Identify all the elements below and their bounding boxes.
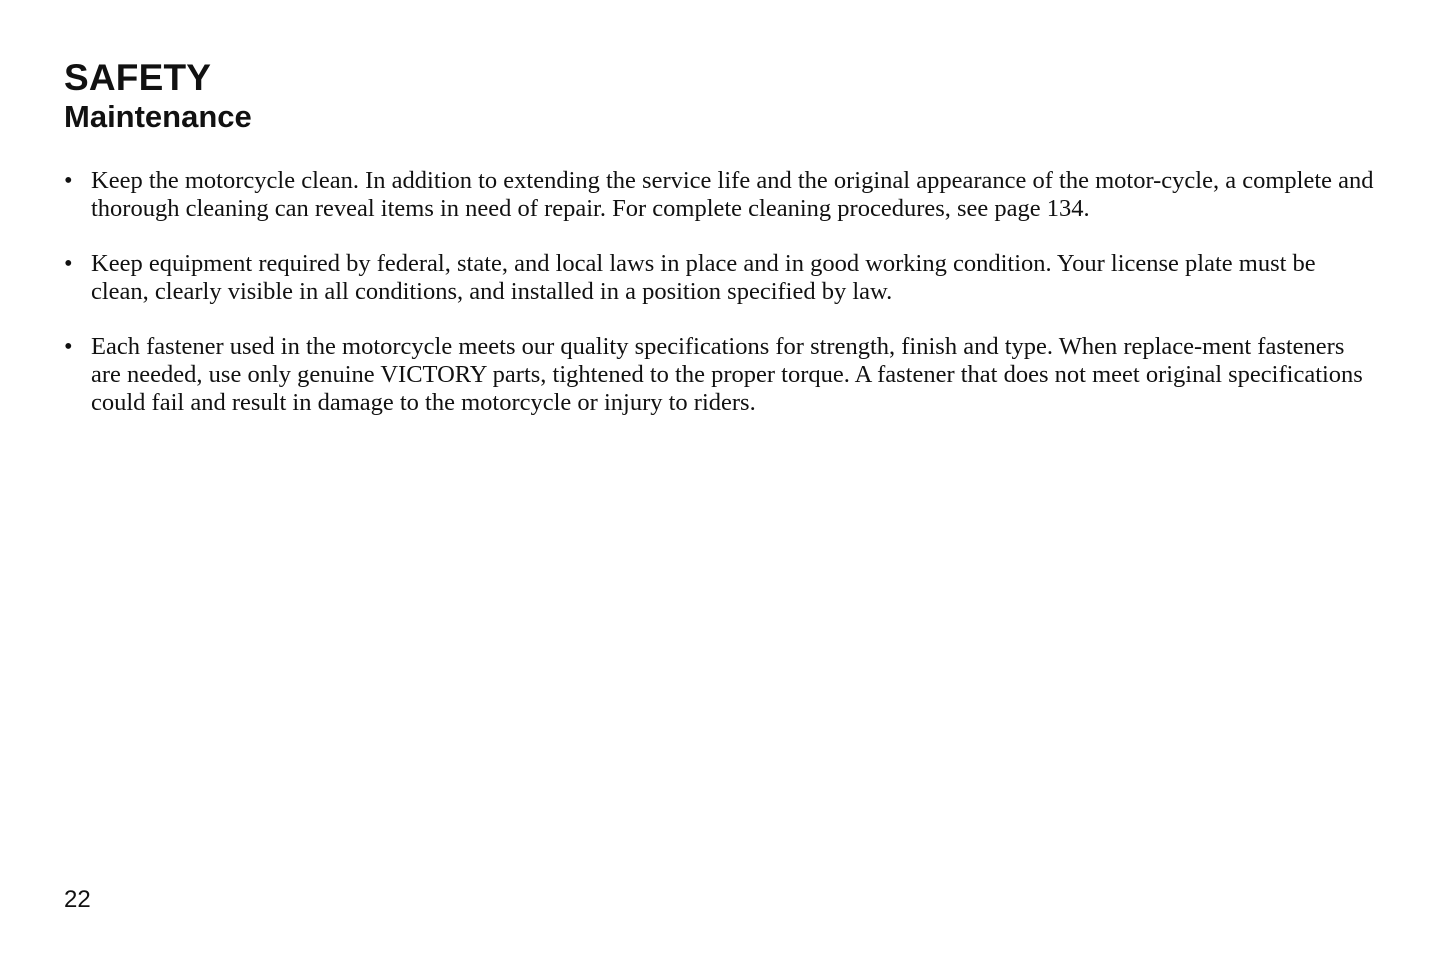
list-item	[64, 333, 1374, 417]
bullet-icon: •	[64, 250, 73, 277]
section-subtitle: Maintenance	[64, 99, 252, 134]
bullet-text: Each fastener used in the motorcycle meets our quality specifications for strength, finish and type. When replace-ment fasteners are needed, use only genuine VICTORY parts, tightened to the proper torque. A fastener that does not meet original specifications could fail and result in damage to the motorcycle or injury to riders.	[91, 333, 1363, 416]
bullet-text: Keep equipment required by federal, state, and local laws in place and in good working condition. Your license plate must be clean, clearly visible in all conditions, and installed in a position specified by law.	[91, 250, 1316, 305]
bullet-icon: •	[64, 167, 73, 194]
bullet-icon: •	[64, 333, 73, 360]
section-title: SAFETY	[64, 57, 212, 98]
bullet-text: Keep the motorcycle clean. In addition to extending the service life and the original appearance of the motor-cycle, a complete and thorough cleaning can reveal items in need of repair. For complete cleaning procedures, see page 134.	[91, 167, 1374, 222]
list-item	[64, 167, 1374, 223]
page-number: 22	[64, 886, 91, 913]
maintenance-bullet-list	[64, 167, 1374, 444]
list-item	[64, 250, 1374, 306]
heading-block	[64, 58, 252, 136]
